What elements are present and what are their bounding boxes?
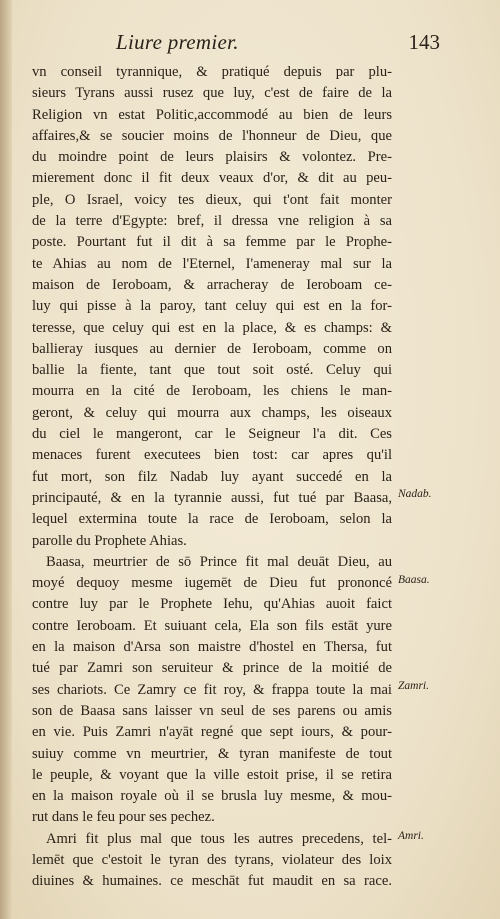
text-line: Amri fit plus mal que tous les autres precedens, tel- (46, 830, 392, 847)
margin-note-zamri: Zamri. (398, 680, 429, 692)
page-gutter-shadow (0, 0, 12, 919)
text-line: rut dans le feu pour ses pechez. (32, 809, 215, 826)
text-line: ses chariots. Ce Zamry ce fit roy, & frappa toute la mai (32, 681, 392, 698)
margin-note-nadab: Nadab. (398, 488, 432, 500)
text-line: geront, & celuy qui mourra aux champs, les oiseaux (32, 404, 392, 421)
margin-note-amri: Amri. (398, 830, 424, 842)
text-line: lequel extermina toute la race de Ieroboam, selon la (32, 511, 392, 528)
text-line: tué par Zamri son seruiteur & prince de la moitié de (32, 660, 392, 677)
text-line: en la maison royale où il se brusla luy mesme, & mou- (32, 788, 392, 805)
text-line: mourra en la cité de Ieroboam, les chiens le man- (32, 383, 392, 400)
text-line: du moindre point de leurs plaisirs & volontez. Pre- (32, 149, 392, 166)
running-head: Liure premier. (116, 30, 239, 54)
text-line: ballieray iusques au dernier de Ieroboam, comme on (32, 340, 392, 357)
text-line: en la maison d'Arsa son maistre d'hostel en Thersa, fut (32, 639, 392, 656)
text-line: poste. Pourtant fut il dit à sa femme par le Prophe- (32, 234, 392, 251)
text-line: fut mort, son filz Nadab luy ayant succedé en la (32, 468, 392, 485)
text-line: du ciel le mangeront, car le Seigneur l'a dit. Ces (32, 426, 392, 443)
text-line: principauté, & en la tyrannie aussi, fut tué par Baasa, (32, 489, 392, 506)
text-line: suiuy comme vn meurtrier, & tyran manifeste de tout (32, 745, 392, 762)
text-line: son de Baasa sans laisser vn seul de ses parens ou amis (32, 702, 392, 719)
text-line: le peuple, & voyant que la ville estoit prise, il se retira (32, 766, 392, 783)
text-line: affaires,& se soucier moins de l'honneur de Dieu, que (32, 127, 392, 144)
text-line: contre Ieroboam. Et suiuant cela, Ela son fils estāt yure (32, 617, 392, 634)
text-line: teresse, que celuy qui est en la place, & es champs: & (32, 319, 392, 336)
text-line: en vie. Puis Zamri n'ayāt regné que sept iours, & pour- (32, 724, 392, 741)
text-line: te Ahias au nom de l'Eternel, I'ameneray mal sur la (32, 255, 392, 272)
text-line: luy qui pisse à la paroy, tant celuy qui est en la for- (32, 298, 392, 315)
page-number: 143 (408, 30, 440, 54)
text-line: maison de Ieroboam, & arracheray de Ieroboam ce- (32, 276, 392, 293)
page-header (100, 30, 440, 60)
text-line: sieurs Tyrans aussi rusez que luy, c'est de faire de la (32, 85, 392, 102)
text-line: mierement donc il fit deux veaux d'or, & dit au peu- (32, 170, 392, 187)
text-line: lemēt que c'estoit le tyran des tyrans, violateur des loix (32, 851, 392, 868)
margin-note-baasa: Baasa. (398, 574, 430, 586)
text-line: moyé dequoy mesme iugemēt de Dieu fut prononcé (32, 575, 392, 592)
text-line: Religion vn estat Politic,accommodé au bien de leurs (32, 106, 392, 123)
text-line: Baasa, meurtrier de sō Prince fit mal deuāt Dieu, au (46, 553, 392, 570)
text-line: parolle du Prophete Ahias. (32, 532, 187, 549)
text-line: ballie la fiente, tant que tout soit osté. Celuy qui (32, 362, 392, 379)
text-line: menaces furent executees bien tost: car apres qu'il (32, 447, 392, 464)
text-line: ple, O Israel, voicy tes dieux, qui t'ont fait monter (32, 191, 392, 208)
text-line: de la terre d'Egypte: bref, il dressa vne religion à sa (32, 213, 392, 230)
text-line: diuines & humaines. ce meschāt fut maudit en sa race. (32, 873, 392, 890)
body-text (32, 62, 392, 893)
text-line: vn conseil tyrannique, & pratiqué depuis par plu- (32, 64, 392, 80)
text-line: contre luy par le Prophete Iehu, qu'Ahias auoit faict (32, 596, 392, 613)
